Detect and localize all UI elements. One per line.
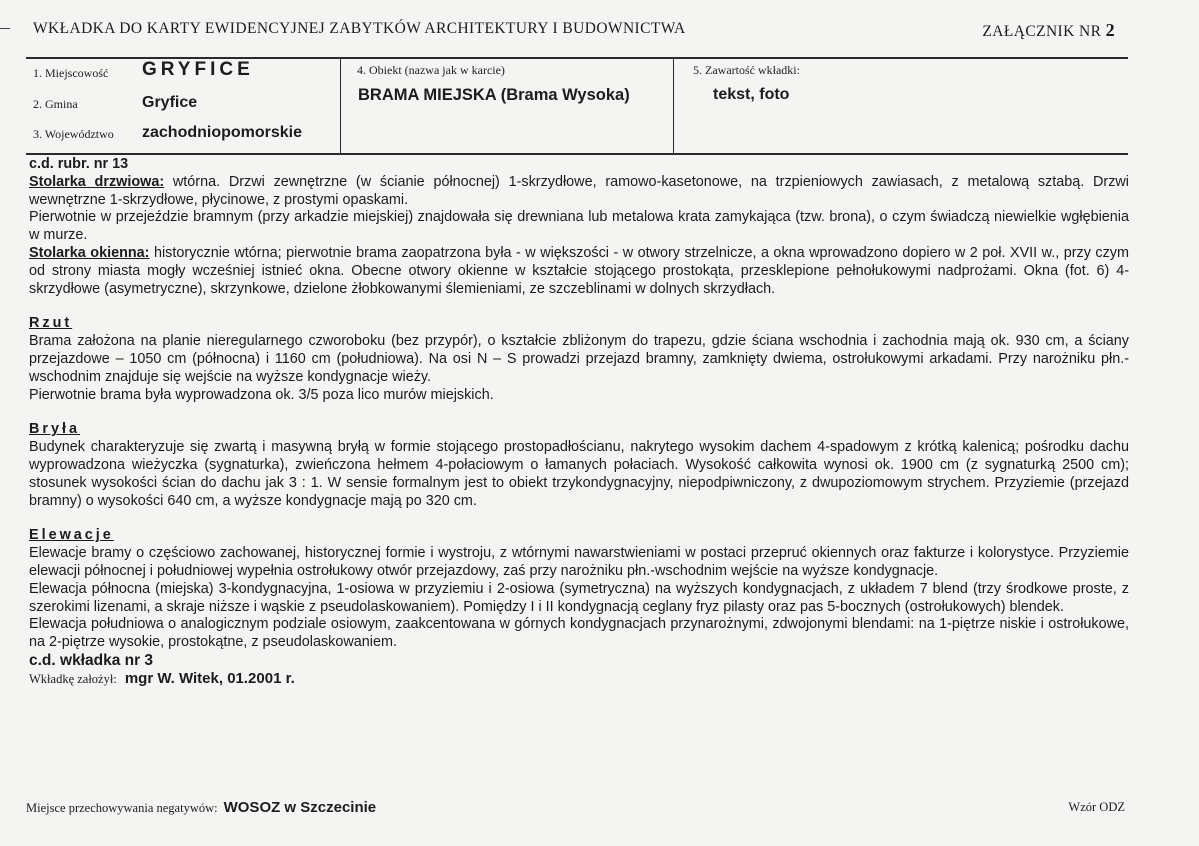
municipality-label: 2. Gmina [33,97,78,111]
table-divider-1 [340,59,341,153]
door-heading: Stolarka drzwiowa: [29,173,165,190]
door-text: wtórna. Drzwi zewnętrzne (w ścianie północnej) 1-skrzydłowe, ramowo-kasetonowe, na trzpieniowych zawiasach, z metalową sztabą. Drzwi wewnętrzne 1-skrzydłowe, płycinowe, z prostymi opaskami. [29,173,1129,208]
elevations-paragraph-2: Elewacja północna (miejska) 3-kondygnacyjna, 1-osiowa w przyziemiu i 2-osiowa (symetryczna) na wyższych kondygnacjach, z układem 7 blend (trzy środkowe proste, z szerokimi lizenami, a skraje niższe i wąskie z pseudolaskowaniem). Pomiędzy I i II kondygnacją ceglany fryz pilasty oraz pas 5-bocznych (ostrołukowych) blendek. [29,580,1129,615]
annex-label [982,20,1115,41]
description-body [29,156,1129,689]
locality-label: 1. Miejscowość [33,66,109,80]
annex-label-text: ZAŁĄCZNIK NR [982,23,1102,40]
storage-label: Miejsce przechowywania negatywów: [26,801,218,815]
object-value: BRAMA MIEJSKA (Brama Wysoka) [358,86,630,104]
mass-paragraph-1: Budynek charakteryzuje się zwartą i masywną bryłą w formie stojącego prostopadłościanu, nakrytego wysokim dachem 4-spadowym z krótką kalenicą; pośrodku dachu wyprowadzona wieżyczka (sygnaturka), zwieńczona hełmem 4-połaciowym o łamanych połaciach. Wysokość całkowita wynosi ok. 1900 cm (z sygnaturką 2500 cm); stosunek wysokości ścian do dachu jak 3 : 1. W sensie formalnym jest to obiekt trzykondygnacyjny, niepodpiwniczony, z dwupoziomowym strychem. Przyziemie (przejazd bramny) o wysokości 640 cm, a wyższe kondygnacje mają po 320 cm. [29,439,1129,509]
contents-label: 5. Zawartość wkładki: [693,63,800,77]
table-bottom-rule [26,153,1128,155]
author-line [29,670,1129,689]
voivodeship-label: 3. Województwo [33,127,114,141]
door-paragraph [29,174,1129,210]
door-paragraph-2: Pierwotnie w przejeździe bramnym (przy arkadzie miejskiej) znajdowała się drewniana lub metalowa krata zamykająca (tzw. brona), o czym świadczą niewielkie wgłębienia w murze. [29,209,1129,244]
section-gap [29,510,1129,527]
author-label: Wkładkę założył: [29,671,117,686]
section-gap [29,298,1129,315]
author-value: mgr W. Witek, 01.2001 r. [124,669,295,687]
storage-value: WOSOZ w Szczecinie [223,799,377,816]
elevations-paragraph-1: Elewacje bramy o częściowo zachowanej, historycznej formie i wystroju, z wtórnymi nawarstwieniami w postaci przepruć okiennych oraz fakturze i kolorystyce. Przyziemie elewacji północnej i południowej wypełnia ostrołukowy otwór przejazdowy, zaś przy narożniku płn.-wschodnim wejście na wyższe kondygnacje. [29,545,1129,579]
form-model: Wzór ODZ [1068,800,1125,814]
mass-heading: Bryła [29,421,80,438]
margin-mark [0,28,10,29]
continued-heading: c.d. rubr. nr 13 [29,156,129,172]
locality-value: GRYFICE [142,59,254,80]
annex-number: 2 [1105,20,1115,40]
window-text: historycznie wtórna; pierwotnie brama zaopatrzona była - w większości - w otwory strzelnicze, a okna wprowadzono dopiero w 2 poł. XVII w., przy czym od strony miasta mogły wcześniej istnieć okna. Obecne otwory okienne w kształcie stojącego prostokąta, przesklepione pełnołukowymi nadprożami. Okna (fot. 6) 4-skrzydłowe (asymetryczne), skrzynkowe, dzielone żłobkowanymi ślemieniami, ze szczeblinami w dolnych skrzydłach. [29,244,1129,297]
continued-insert: c.d. wkładka nr 3 [29,651,154,669]
contents-value: tekst, foto [713,86,790,103]
section-gap [29,404,1129,421]
municipality-value: Gryfice [142,94,198,111]
object-label: 4. Obiekt (nazwa jak w karcie) [357,63,505,77]
plan-heading: Rzut [29,315,73,332]
form-title: WKŁADKA DO KARTY EWIDENCYJNEJ ZABYTKÓW ARCHITEKTURY I BUDOWNICTWA [33,20,686,37]
window-heading: Stolarka okienna: [29,244,150,261]
window-paragraph [29,245,1129,298]
plan-paragraph-1: Brama założona na planie nieregularnego czworoboku (bez przypór), o kształcie zbliżonym do trapezu, gdzie ściana wschodnia i zachodnia mają ok. 930 cm, a ściany przejazdowe – 1050 cm (północna) i 1160 cm (południowa). Na osi N – S prowadzi przejazd bramny, zamknięty dwiema, ostrołukowymi arkadami. Przy narożniku płn.-wschodnim znajduje się wejście na wyższe kondygnacje wieży. [29,333,1129,385]
elevations-heading: Elewacje [29,527,114,544]
plan-paragraph-2: Pierwotnie brama była wyprowadzona ok. 3/5 poza lico murów miejskich. [29,386,494,403]
negatives-storage [26,799,376,816]
table-divider-2 [673,59,674,153]
voivodeship-value: zachodniopomorskie [142,124,303,141]
elevations-paragraph-3: Elewacja południowa o analogicznym podziale osiowym, zaakcentowana w górnych kondygnacjach przynarożnymi, zdwojonymi blendami: na 1-piętrze niskie i ostrołukowe, na 2-piętrze wysokie, prostokątne, z pseudolaskowaniem. [29,616,1129,651]
